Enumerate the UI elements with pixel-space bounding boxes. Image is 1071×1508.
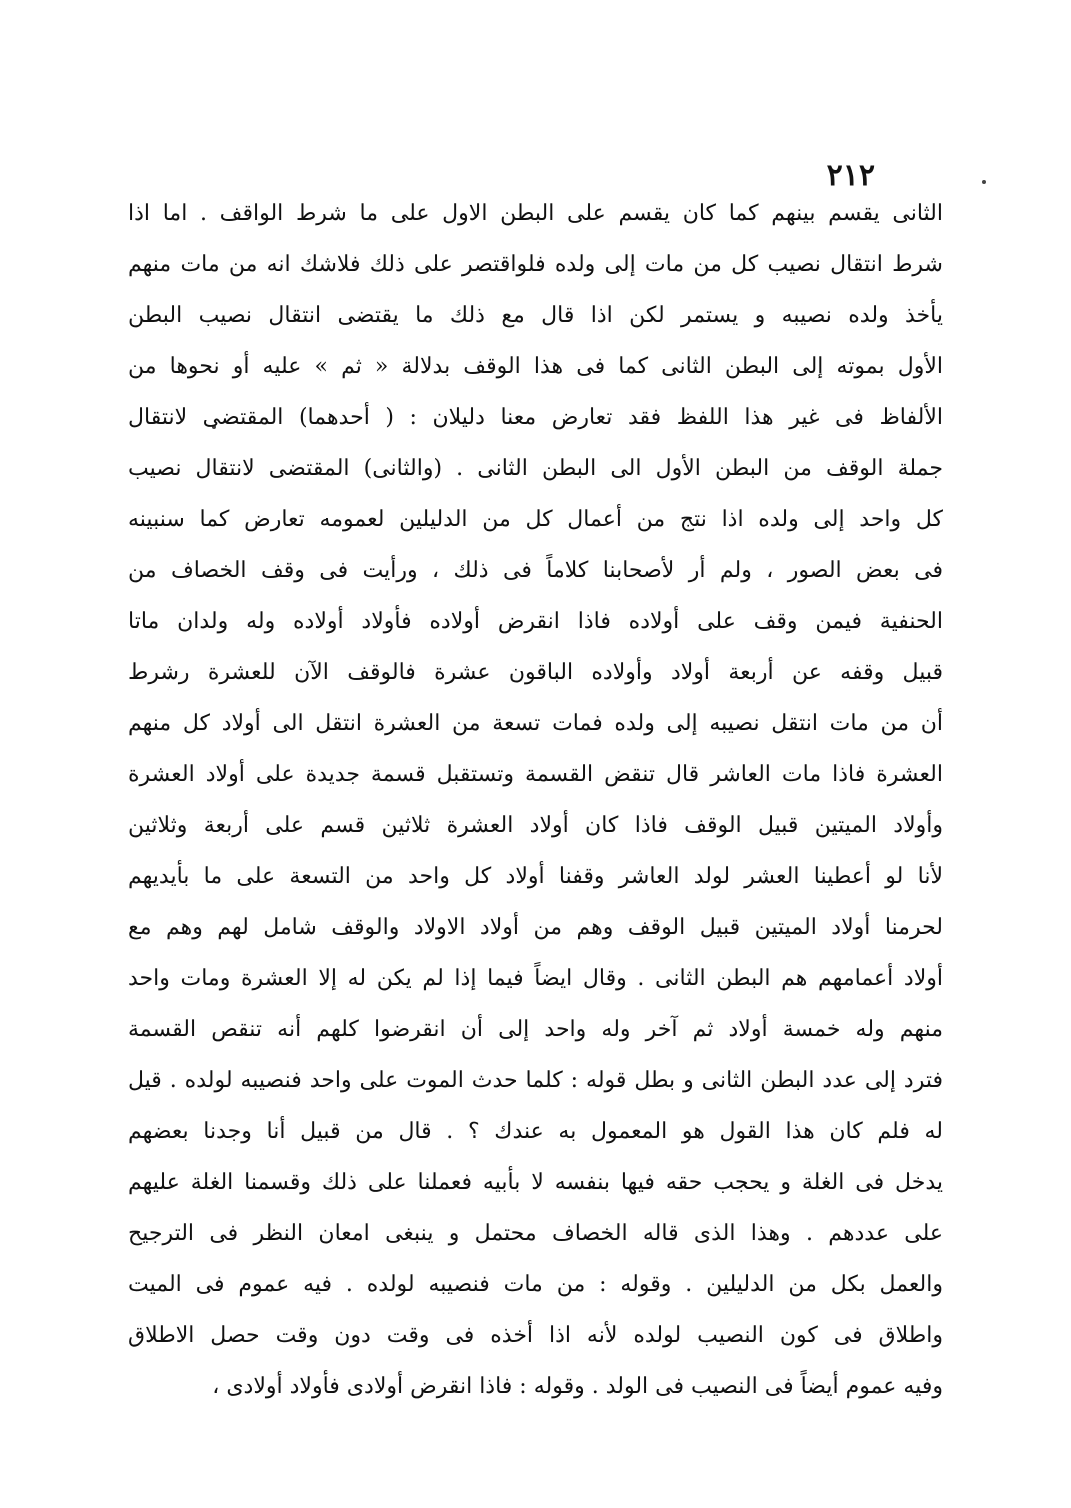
margin-mark bbox=[982, 180, 986, 184]
page-number: ٢١٢ bbox=[826, 158, 875, 193]
text-line: فترد إلى عدد البطن الثانى و بطل قوله : كلما حدث الموت على واحد فنصيبه لولده . قيل bbox=[128, 1068, 943, 1093]
text-line: له فلم كان هذا القول هو المعمول به عندك ؟ . قال من قبيل أنا وجدنا بعضهم bbox=[128, 1119, 943, 1144]
text-line: أن من مات انتقل نصيبه إلى ولده فمات تسعة من العشرة انتقل الى أولاد كل منهم bbox=[128, 711, 943, 736]
text-line: وأولاد الميتين قبيل الوقف فاذا كان أولاد العشرة ثلاثين قسم على أربعة وثلاثين bbox=[128, 813, 943, 838]
text-line: والعمل بكل من الدليلين . وقوله : من مات فنصيبه لولده . فيه عموم فى الميت bbox=[128, 1272, 943, 1297]
text-line: كل واحد إلى ولده اذا نتج من أعمال كل من الدليلين لعمومه تعارض كما سنبينه bbox=[128, 507, 943, 532]
text-line: الثانى يقسم بينهم كما كان يقسم على البطن الاول على ما شرط الواقف . اما اذا bbox=[128, 201, 943, 226]
text-line: شرط انتقال نصيب كل من مات إلى ولده فلواقتصر على ذلك فلاشك انه من مات منهم bbox=[128, 252, 943, 277]
text-line: يأخذ ولده نصيبه و يستمر لكن اذا قال مع ذلك ما يقتضى انتقال نصيب البطن bbox=[128, 303, 943, 328]
text-line: وفيه عموم أيضاً فى النصيب فى الولد . وقوله : فاذا انقرض أولادى فأولاد أولادى ، bbox=[212, 1374, 943, 1399]
text-line: الأول بموته إلى البطن الثانى كما فى هذا الوقف بدلالة « ثم » عليه أو نحوها من bbox=[128, 354, 943, 379]
text-line: يدخل فى الغلة و يحجب حقه فيها بنفسه لا بأبيه فعملنا على ذلك وقسمنا الغلة عليهم bbox=[128, 1170, 943, 1195]
text-line: لحرمنا أولاد الميتين قبيل الوقف وهم من أولاد الاولاد والوقف شامل لهم وهم مع bbox=[128, 915, 943, 940]
text-line: قبيل وقفه عن أربعة أولاد وأولاده الباقون عشرة فالوقف الآن للعشرة رشرط bbox=[128, 660, 943, 685]
text-line: فى بعض الصور ، ولم أر لأصحابنا كلاماً فى ذلك ، ورأيت فى وقف الخصاف من bbox=[128, 558, 943, 583]
text-line: لأنا لو أعطينا العشر لولد العاشر وقفنا أولاد كل واحد من التسعة على ما بأيديهم bbox=[128, 864, 943, 889]
text-line: على عددهم . وهذا الذى قاله الخصاف محتمل و ينبغى امعان النظر فى الترجيح bbox=[128, 1221, 943, 1246]
text-line: أولاد أعمامهم هم البطن الثانى . وقال ايضاً فيما إذا لم يكن له إلا العشرة ومات واحد bbox=[128, 966, 943, 991]
text-line: منهم وله خمسة أولاد ثم آخر وله واحد إلى أن انقرضوا كلهم أنه تنقص القسمة bbox=[128, 1017, 943, 1042]
text-line: الألفاظ فى غير هذا اللفظ فقد تعارض معنا دليلان : ( أحدهما) المقتضى لانتقال bbox=[128, 405, 943, 430]
body-text bbox=[128, 188, 943, 1412]
text-line: العشرة فاذا مات العاشر قال تنقض القسمة وتستقبل قسمة جديدة على أولاد العشرة bbox=[128, 762, 943, 787]
text-line: الحنفية فيمن وقف على أولاده فاذا انقرض أولاده فأولاد أولاده وله ولدان ماتا bbox=[128, 609, 943, 634]
text-line: واطلاق فى كون النصيب لولده لأنه اذا أخذه فى وقت دون وقت حصل الاطلاق bbox=[128, 1323, 943, 1348]
text-line: جملة الوقف من البطن الأول الى البطن الثانى . (والثانى) المقتضى لانتقال نصيب bbox=[128, 456, 943, 481]
